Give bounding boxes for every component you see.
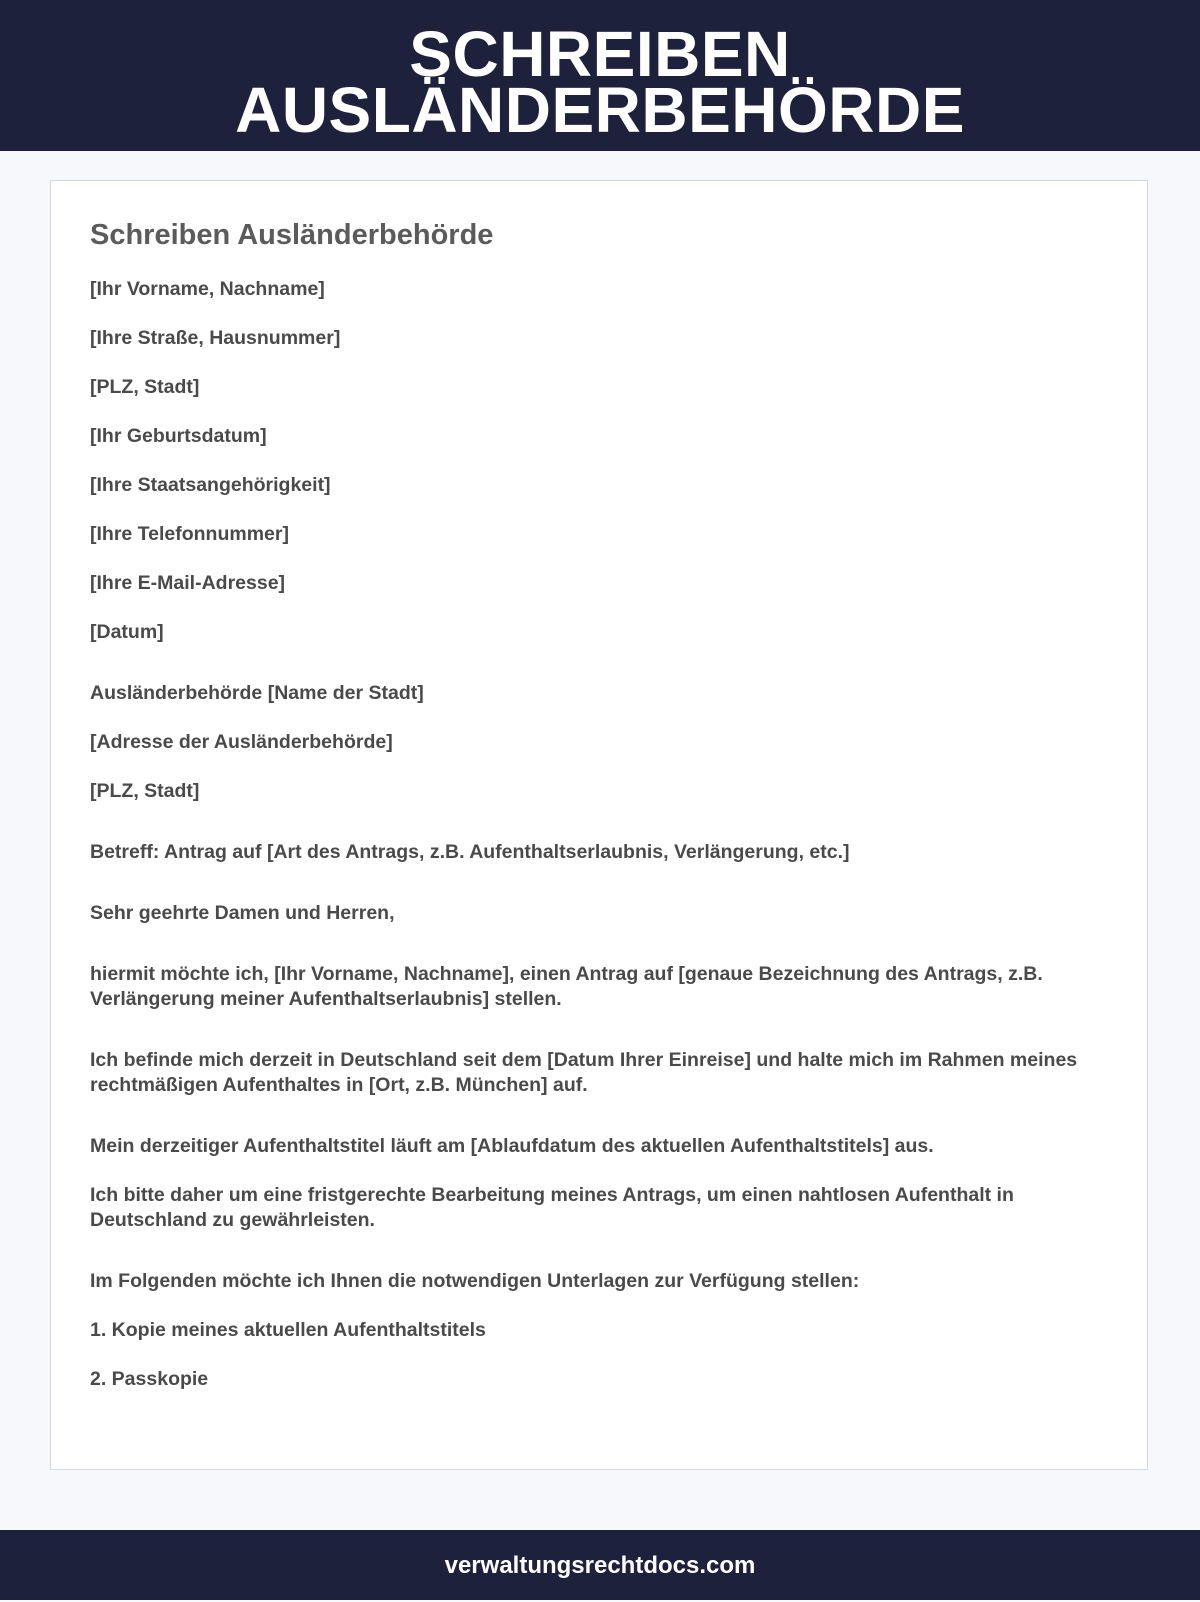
letter-date: [Datum]: [90, 621, 164, 643]
recipient-name: Ausländerbehörde [Name der Stadt]: [90, 682, 424, 704]
sender-nationality: [Ihre Staatsangehörigkeit]: [90, 474, 331, 496]
attachment-item: 2. Passkopie: [90, 1368, 209, 1390]
body-paragraph-3: Mein derzeitiger Aufenthaltstitel läuft am [Ablaufdatum des aktuellen Aufenthaltstitels] aus.: [90, 1135, 934, 1157]
body-paragraph-4: Ich bitte daher um eine fristgerechte Bearbeitung meines Antrags, um einen nahtlosen Aufenthalt in Deutschland zu gewährleisten.: [90, 1184, 1014, 1231]
sender-phone: [Ihre Telefonnummer]: [90, 523, 289, 545]
sender-name: [Ihr Vorname, Nachname]: [90, 278, 325, 300]
banner-title-line-1: SCHREIBEN: [409, 18, 791, 90]
sender-city: [PLZ, Stadt]: [90, 376, 200, 398]
header-banner: [0, 0, 1200, 151]
subject-line: Betreff: Antrag auf [Art des Antrags, z.B. Aufenthaltserlaubnis, Verlängerung, etc.]: [90, 841, 850, 863]
banner-title-line-2: AUSLÄNDERBEHÖRDE: [235, 74, 965, 146]
body-paragraph-5: Im Folgenden möchte ich Ihnen die notwendigen Unterlagen zur Verfügung stellen:: [90, 1270, 860, 1292]
document-title: Schreiben Ausländerbehörde: [90, 219, 494, 251]
attachment-item: 1. Kopie meines aktuellen Aufenthaltstitels: [90, 1319, 486, 1341]
recipient-block: [90, 681, 1108, 804]
recipient-address: [Adresse der Ausländerbehörde]: [90, 731, 393, 753]
recipient-city: [PLZ, Stadt]: [90, 780, 200, 802]
body-paragraph-2: Ich befinde mich derzeit in Deutschland seit dem [Datum Ihrer Einreise] und halte mich im Rahmen meines rechtmäßigen Aufenthaltes in [Ort, z.B. München] auf.: [90, 1049, 1078, 1096]
sender-birthdate: [Ihr Geburtsdatum]: [90, 425, 267, 447]
body-paragraph-1: hiermit möchte ich, [Ihr Vorname, Nachname], einen Antrag auf [genaue Bezeichnung des Antrags, z.B. Verlängerung meiner Aufenthaltserlaubnis] stellen.: [90, 963, 1043, 1010]
sender-email: [Ihre E-Mail-Adresse]: [90, 572, 286, 594]
sender-street: [Ihre Straße, Hausnummer]: [90, 327, 341, 349]
footer-site-name: verwaltungsrechtdocs.com: [444, 1552, 756, 1579]
footer-bar: [0, 1530, 1200, 1600]
banner-title: [0, 0, 1200, 146]
salutation: Sehr geehrte Damen und Herren,: [90, 902, 395, 924]
attachment-list: [90, 1318, 1108, 1392]
sender-block: [90, 277, 1108, 645]
letter-document: [50, 180, 1148, 1470]
